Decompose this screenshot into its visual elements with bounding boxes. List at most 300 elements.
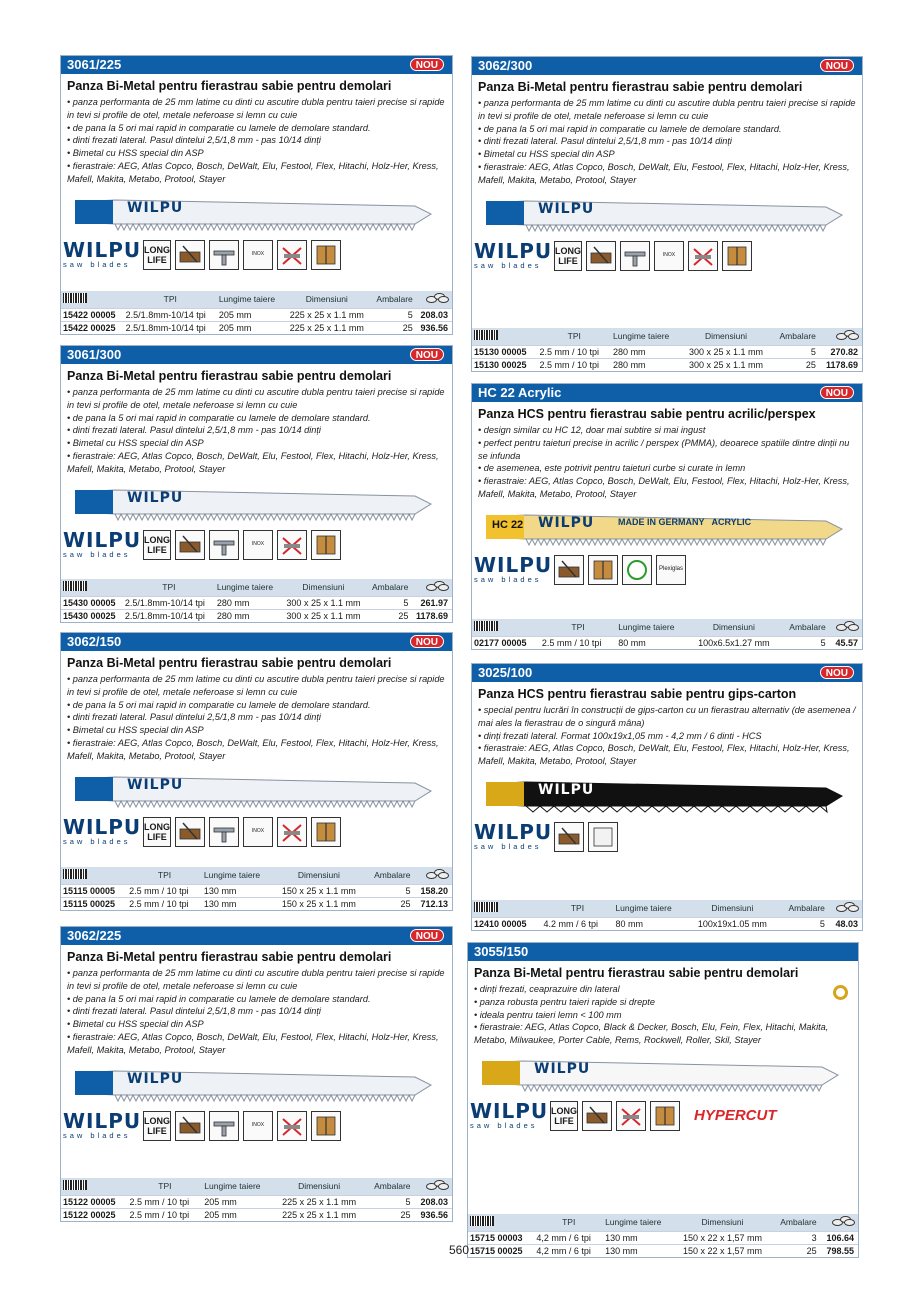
coins-icon [828, 619, 862, 636]
blade-brand-text: WILPU [127, 1070, 184, 1087]
barcode-icon [470, 1216, 494, 1226]
logo-sub: saw blades [63, 837, 131, 847]
col-length: Lungime taiere [613, 900, 687, 917]
logo-sub: saw blades [63, 260, 131, 270]
product-card [471, 56, 863, 372]
new-badge: NOU [410, 348, 444, 361]
table-header-row [61, 1178, 452, 1195]
product-code: 3061/300 [67, 347, 122, 362]
col-dims: Dimensiuni [674, 1214, 771, 1231]
col-pack: Ambalare [771, 1214, 818, 1231]
brand-row [63, 236, 446, 274]
table-header-row [472, 619, 862, 636]
blade-area [67, 1061, 446, 1105]
coins-icon [412, 867, 452, 884]
feature-item: • dinti frezati lateral. Pasul dintelui 2,5/1,8 mm - pas 10/14 dinți [67, 135, 321, 146]
table-header-row [472, 900, 862, 917]
feature-item: • panza performanta de 25 mm latime cu dinti cu ascutire dubla pentru taieri precise si rapide in tevi si profile de otel, metale neferoase si lemn cu cuie [67, 97, 445, 120]
coins-icon [413, 1178, 452, 1195]
product-code: 3025/100 [478, 665, 533, 680]
blade-brand-text: WILPU [127, 776, 184, 793]
blade-area [474, 1051, 852, 1095]
tpi-value: 2.5 mm / 10 tpi [537, 358, 611, 371]
logo-main: WILPU [63, 815, 142, 840]
barcode-icon [61, 291, 124, 308]
length-value: 280 mm [611, 358, 681, 371]
col-tpi: TPI [542, 900, 614, 917]
metal-icon [620, 241, 650, 271]
wood-icon [554, 555, 584, 585]
coins-icon [426, 1180, 450, 1190]
pack-value: 5 [370, 308, 415, 321]
col-tpi: TPI [534, 1214, 603, 1231]
feature-item: • de pana la 5 ori mai rapid in comparatie cu lamele de demolare standard. [67, 122, 371, 133]
feature-item: • panza performanta de 25 mm latime cu dinti cu ascutire dubla pentru taieri precise si rapide in tevi si profile de otel, metale neferoase si lemn cu cuie [67, 387, 445, 410]
dims-value: 150 x 25 x 1.1 mm [273, 884, 365, 897]
inox-icon [654, 241, 684, 271]
woodnail-icon [311, 1111, 341, 1141]
tpi-value: 2.5 mm / 10 tpi [127, 884, 202, 897]
blade-brand-text: WILPU [538, 514, 595, 531]
tpi-value: 2.5/1.8mm-10/14 tpi [124, 308, 217, 321]
dims-value: 300 x 25 x 1.1 mm [681, 345, 771, 358]
acrylic-icon [622, 555, 652, 585]
price-table [61, 1178, 452, 1221]
product-card [471, 383, 863, 650]
barcode-icon [63, 293, 87, 303]
table-row [472, 358, 862, 371]
col-length: Lungime taiere [202, 1178, 273, 1195]
coins-icon [426, 581, 450, 591]
tpi-value: 2.5 mm / 10 tpi [127, 897, 202, 910]
dims-value: 150 x 25 x 1.1 mm [273, 897, 365, 910]
length-value: 80 mm [616, 636, 688, 649]
pack-value: 5 [779, 636, 827, 649]
logo-main: WILPU [63, 528, 142, 553]
price-value: 270.82 [818, 345, 862, 358]
woodnail-icon [588, 555, 618, 585]
plexiglas-label: Plexiglas [658, 566, 683, 573]
product-card [60, 632, 453, 911]
dims-value: 300 x 25 x 1.1 mm [281, 596, 366, 609]
logo-main: WILPU [474, 239, 553, 264]
dims-value: 150 x 22 x 1,57 mm [674, 1244, 771, 1257]
col-pack: Ambalare [777, 900, 827, 917]
tpi-value: 2.5 mm / 10 tpi [540, 636, 616, 649]
feature-list [478, 97, 856, 187]
pack-value: 5 [365, 1195, 413, 1208]
table-row [472, 345, 862, 358]
blade-label: HC 22 [492, 518, 524, 531]
feature-item: • dinti frezati lateral. Pasul dintelui 2,5/1,8 mm - pas 10/14 dinți [67, 712, 321, 723]
length-value: 205 mm [202, 1195, 273, 1208]
wood-icon [175, 530, 205, 560]
logo-sub: saw blades [474, 842, 542, 852]
feature-list [478, 704, 856, 768]
blade-brand-text: WILPU [127, 199, 184, 216]
logo-sub: saw blades [474, 261, 542, 271]
feature-list [67, 967, 446, 1057]
barcode-icon [63, 1180, 87, 1190]
col-length: Lungime taiere [215, 579, 281, 596]
brand-row [474, 818, 856, 856]
length-value: 205 mm [217, 321, 284, 334]
col-dims: Dimensiuni [284, 291, 370, 308]
coins-icon [410, 579, 452, 596]
logo-sub: saw blades [63, 1131, 131, 1141]
article-code: 15430 00025 [61, 609, 123, 622]
article-code: 15422 00025 [61, 321, 124, 334]
plexiglas-icon [656, 555, 686, 585]
table-row [61, 321, 452, 334]
wilpu-logo [63, 528, 142, 560]
table-row [61, 897, 452, 910]
logo-sub: saw blades [474, 575, 542, 585]
logo-sub: saw blades [470, 1121, 538, 1131]
col-tpi: TPI [124, 291, 217, 308]
product-card [60, 55, 453, 335]
nails-icon [277, 1111, 307, 1141]
price-table [61, 867, 452, 910]
length-value: 280 mm [215, 609, 281, 622]
article-code: 12410 00005 [472, 917, 542, 930]
feature-item: • dinti frezati lateral. Pasul dintelui 2,5/1,8 mm - pas 10/14 dinți [67, 425, 321, 436]
barcode-icon [61, 579, 123, 596]
product-code-header [472, 384, 862, 402]
product-code-header [61, 56, 452, 74]
price-table [61, 291, 452, 334]
nails-icon [616, 1101, 646, 1131]
product-code-header [61, 633, 452, 651]
wood-icon [175, 240, 205, 270]
wood-icon [175, 1111, 205, 1141]
price-value: 158.20 [412, 884, 452, 897]
col-length: Lungime taiere [611, 328, 681, 345]
col-pack: Ambalare [370, 291, 415, 308]
col-dims: Dimensiuni [681, 328, 771, 345]
article-code: 15122 00025 [61, 1208, 128, 1221]
page-number: 560 [449, 1243, 470, 1257]
price-table [468, 1214, 858, 1257]
inox-label: INOX [251, 251, 265, 258]
blade-area [478, 772, 856, 816]
feature-item: • fierastraie: AEG, Atlas Copco, Bosch, DeWalt, Elu, Festool, Flex, Hitachi, Holz-Her, Kress, Mafell, Makita, Metabo, Protool, Stayer [478, 161, 850, 185]
feature-item: • Bimetal cu HSS special din ASP [67, 1019, 204, 1030]
product-card [60, 926, 453, 1222]
wilpu-logo [474, 553, 553, 585]
inox-icon [243, 817, 273, 847]
article-code: 15715 00003 [468, 1231, 534, 1244]
col-dims: Dimensiuni [273, 1178, 365, 1195]
woodnail-icon [650, 1101, 680, 1131]
product-code-header [61, 346, 452, 364]
barcode-icon [474, 902, 498, 912]
coins-icon [426, 293, 450, 303]
feature-item: • de pana la 5 ori mai rapid in comparatie cu lamele de demolare standard. [478, 123, 782, 134]
length-value: 130 mm [603, 1231, 674, 1244]
feature-item: • de pana la 5 ori mai rapid in comparatie cu lamele de demolare standard. [67, 699, 371, 710]
price-value: 45.57 [828, 636, 862, 649]
nails-icon [277, 817, 307, 847]
dims-value: 300 x 25 x 1.1 mm [281, 609, 366, 622]
product-title: Panza HCS pentru fierastrau sabie pentru acrilic/perspex [478, 407, 816, 421]
length-value: 280 mm [215, 596, 281, 609]
coins-icon [415, 291, 452, 308]
col-dims: Dimensiuni [689, 619, 780, 636]
feature-item: • de pana la 5 ori mai rapid in comparatie cu lamele de demolare standard. [67, 412, 371, 423]
blade-brand-text: WILPU [534, 1060, 591, 1077]
feature-item: • fierastraie: AEG, Atlas Copco, Bosch, DeWalt, Elu, Festool, Flex, Hitachi, Holz-Her, Kress, Mafell, Makita, Metabo, Protool, Stayer [67, 160, 439, 184]
feature-item: • dinți frezati lateral. Format 100x19x1,05 mm - 4,2 mm / 6 dinti - HCS [478, 730, 762, 741]
table-header-row [472, 328, 862, 345]
length-value: 130 mm [202, 897, 273, 910]
wilpu-logo [474, 820, 553, 852]
tpi-value: 4,2 mm / 6 tpi [534, 1244, 603, 1257]
product-card [467, 942, 859, 1258]
dims-value: 225 x 25 x 1.1 mm [284, 321, 370, 334]
long-life-icon: LONG LIFE [143, 530, 171, 560]
product-card [471, 663, 863, 931]
col-dims: Dimensiuni [273, 867, 365, 884]
product-code: 3055/150 [474, 944, 529, 959]
blade-text: MADE IN GERMANY ACRYLIC [618, 516, 752, 527]
inox-label: INOX [251, 828, 265, 835]
wilpu-logo [474, 239, 553, 271]
long-life-icon: LONG LIFE [554, 241, 582, 271]
length-value: 130 mm [603, 1244, 674, 1257]
table-header-row [61, 867, 452, 884]
blade-brand-text: WILPU [538, 781, 595, 798]
feature-list [67, 96, 446, 186]
woodnail-icon [311, 817, 341, 847]
barcode-icon [63, 581, 87, 591]
tpi-value: 2.5/1.8mm-10/14 tpi [123, 609, 215, 622]
feature-list [478, 424, 856, 501]
feature-item: • dinti frezati lateral. Pasul dintelui 2,5/1,8 mm - pas 10/14 dinți [67, 1006, 321, 1017]
price-table [472, 900, 862, 930]
table-row [61, 1195, 452, 1208]
table-row [472, 917, 862, 930]
brand-row [63, 813, 446, 851]
feature-list [67, 386, 446, 476]
col-length: Lungime taiere [616, 619, 688, 636]
pack-value: 25 [365, 897, 413, 910]
feature-item: • Bimetal cu HSS special din ASP [67, 438, 204, 449]
article-code: 15130 00025 [472, 358, 537, 371]
pack-value: 25 [370, 321, 415, 334]
feature-item: • fierastraie: AEG, Atlas Copco, Black & Decker, Bosch, Elu, Fein, Flex, Hitachi, Makita, Metabo, Milwaukee, Porter Cable, Rems, Rockwell, Roller, Skil, Stayer [474, 1022, 829, 1046]
pack-value: 5 [366, 596, 410, 609]
woodnail-icon [722, 241, 752, 271]
logo-main: WILPU [474, 820, 553, 845]
table-row [61, 308, 452, 321]
feature-item: • fierastraie: AEG, Atlas Copco, Bosch, DeWalt, Elu, Festool, Flex, Hitachi, Holz-Her, Kress, Mafell, Makita, Metabo, Protool, Stayer [478, 476, 850, 499]
col-tpi: TPI [123, 579, 215, 596]
tpi-value: 4.2 mm / 6 tpi [542, 917, 614, 930]
wilpu-logo [63, 1109, 142, 1141]
price-table [61, 579, 452, 622]
price-table [472, 619, 862, 649]
brand-row [474, 551, 856, 589]
blade-brand-text: WILPU [127, 489, 184, 506]
long-life-icon: LONG LIFE [550, 1101, 578, 1131]
pack-value: 25 [365, 1208, 413, 1221]
brand-row [63, 1107, 446, 1145]
feature-item: • Bimetal cu HSS special din ASP [478, 149, 615, 160]
table-header-row [61, 291, 452, 308]
length-value: 205 mm [202, 1208, 273, 1221]
nails-icon [277, 240, 307, 270]
woodnail-icon [311, 530, 341, 560]
nails-icon [277, 530, 307, 560]
price-value: 261.97 [410, 596, 452, 609]
tpi-value: 2.5 mm / 10 tpi [128, 1208, 203, 1221]
tpi-value: 2.5 mm / 10 tpi [128, 1195, 203, 1208]
price-table [472, 328, 862, 371]
barcode-icon [61, 1178, 128, 1195]
feature-list [474, 983, 852, 1047]
barcode-icon [63, 869, 87, 879]
article-code: 15122 00005 [61, 1195, 128, 1208]
new-badge: NOU [820, 386, 854, 399]
barcode-icon [474, 621, 498, 631]
product-card [60, 345, 453, 623]
hole-ring-icon [833, 985, 848, 1000]
feature-item: • design similar cu HC 12, doar mai subtire si mai ingust [478, 425, 706, 435]
feature-item: • panza performanta de 25 mm latime cu dinti cu ascutire dubla pentru taieri precise si rapide in tevi si profile de otel, metale neferoase si lemn cu cuie [67, 674, 445, 697]
logo-main: WILPU [63, 238, 142, 263]
new-badge: NOU [410, 58, 444, 71]
feature-item: • de asemenea, este potrivit pentru taieturi curbe si curate in lemn [478, 463, 746, 474]
article-code: 02177 00005 [472, 636, 540, 649]
metal-icon [209, 1111, 239, 1141]
col-dims: Dimensiuni [687, 900, 777, 917]
table-header-row [468, 1214, 858, 1231]
col-tpi: TPI [537, 328, 611, 345]
col-pack: Ambalare [366, 579, 410, 596]
inox-label: INOX [662, 252, 676, 259]
coins-icon [836, 330, 860, 340]
barcode-icon [474, 330, 498, 340]
dims-value: 150 x 22 x 1,57 mm [674, 1231, 771, 1244]
price-value: 48.03 [827, 917, 862, 930]
price-value: 106.64 [819, 1231, 858, 1244]
product-code: 3062/300 [478, 58, 533, 73]
table-row [61, 884, 452, 897]
price-value: 936.56 [413, 1208, 452, 1221]
feature-item: • fierastraie: AEG, Atlas Copco, Bosch, DeWalt, Elu, Festool, Flex, Hitachi, Holz-Her, Kress, Mafell, Makita, Metabo, Protool, Stayer [67, 450, 439, 474]
hypercut-label: HYPERCUT [694, 1107, 777, 1125]
product-code-header [472, 664, 862, 682]
feature-item: • fierastraie: AEG, Atlas Copco, Bosch, DeWalt, Elu, Festool, Flex, Hitachi, Holz-Her, Kress, Mafell, Makita, Metabo, Protool, Stayer [478, 743, 850, 767]
price-value: 712.13 [412, 897, 452, 910]
product-code: 3062/225 [67, 928, 122, 943]
new-badge: NOU [820, 59, 854, 72]
nails-icon [688, 241, 718, 271]
inox-icon [243, 530, 273, 560]
barcode-icon [468, 1214, 534, 1231]
barcode-icon [472, 619, 540, 636]
product-title: Panza Bi-Metal pentru fierastrau sabie pentru demolari [478, 80, 803, 94]
feature-item: • dinti frezati lateral. Pasul dintelui 2,5/1,8 mm - pas 10/14 dinți [478, 136, 732, 147]
long-life-icon: LONG LIFE [143, 817, 171, 847]
article-code: 15422 00005 [61, 308, 124, 321]
product-title: Panza Bi-Metal pentru fierastrau sabie pentru demolari [67, 950, 392, 964]
inox-icon [243, 240, 273, 270]
feature-item: • de pana la 5 ori mai rapid in comparatie cu lamele de demolare standard. [67, 993, 371, 1004]
product-title: Panza Bi-Metal pentru fierastrau sabie pentru demolari [67, 79, 392, 93]
col-tpi: TPI [128, 1178, 203, 1195]
metal-icon [209, 817, 239, 847]
pack-value: 5 [365, 884, 413, 897]
coins-icon [836, 621, 860, 631]
product-title: Panza Bi-Metal pentru fierastrau sabie pentru demolari [474, 966, 799, 980]
feature-item: • panza robusta pentru taieri rapide si drepte [474, 996, 655, 1007]
metal-icon [209, 240, 239, 270]
new-badge: NOU [410, 635, 444, 648]
product-code: HC 22 Acrylic [478, 385, 562, 400]
price-value: 936.56 [415, 321, 452, 334]
barcode-icon [472, 900, 542, 917]
blade-area [478, 505, 856, 549]
product-code: 3061/225 [67, 57, 122, 72]
product-code: 3062/150 [67, 634, 122, 649]
logo-main: WILPU [470, 1099, 549, 1124]
dims-value: 300 x 25 x 1.1 mm [681, 358, 771, 371]
barcode-icon [472, 328, 537, 345]
inox-icon [243, 1111, 273, 1141]
blade-area [67, 767, 446, 811]
pack-value: 25 [366, 609, 410, 622]
coins-icon [818, 328, 862, 345]
long-life-icon: LONG LIFE [143, 1111, 171, 1141]
product-title: Panza Bi-Metal pentru fierastrau sabie pentru demolari [67, 369, 392, 383]
table-row [61, 1208, 452, 1221]
barcode-icon [61, 867, 127, 884]
coins-icon [827, 900, 862, 917]
length-value: 205 mm [217, 308, 284, 321]
wood-icon [586, 241, 616, 271]
feature-item: • dinți frezati, ceaprazuire din lateral [474, 984, 620, 994]
blade-area [67, 190, 446, 234]
col-pack: Ambalare [771, 328, 818, 345]
feature-item: • perfect pentru taieturi precise in acrilic / perspex (PMMA), deoarece spatiile dintre dinții nu se infunda [478, 437, 850, 461]
article-code: 15115 00005 [61, 884, 127, 897]
product-code-header [61, 927, 452, 945]
long-life-icon: LONG LIFE [143, 240, 171, 270]
table-row [61, 596, 452, 609]
price-value: 1178.69 [818, 358, 862, 371]
new-badge: NOU [410, 929, 444, 942]
length-value: 130 mm [202, 884, 273, 897]
feature-item: • panza performanta de 25 mm latime cu dinti cu ascutire dubla pentru taieri precise si rapide in tevi si profile de otel, metale neferoase si lemn cu cuie [67, 968, 445, 991]
table-row [61, 609, 452, 622]
feature-item: • fierastraie: AEG, Atlas Copco, Bosch, DeWalt, Elu, Festool, Flex, Hitachi, Holz-Her, Kress, Mafell, Makita, Metabo, Protool, Stayer [67, 1031, 439, 1055]
tpi-value: 4,2 mm / 6 tpi [534, 1231, 603, 1244]
logo-main: WILPU [63, 1109, 142, 1134]
col-tpi: TPI [540, 619, 616, 636]
col-pack: Ambalare [365, 867, 413, 884]
table-row [472, 636, 862, 649]
price-value: 798.55 [819, 1244, 858, 1257]
col-dims: Dimensiuni [281, 579, 366, 596]
wood-icon [554, 822, 584, 852]
feature-item: • panza performanta de 25 mm latime cu dinti cu ascutire dubla pentru taieri precise si rapide in tevi si profile de otel, metale neferoase si lemn cu cuie [478, 98, 856, 121]
feature-item: • Bimetal cu HSS special din ASP [67, 148, 204, 159]
feature-item: • ideala pentru taieri lemn < 100 mm [474, 1009, 622, 1020]
inox-label: INOX [251, 1122, 265, 1129]
wood-icon [582, 1101, 612, 1131]
